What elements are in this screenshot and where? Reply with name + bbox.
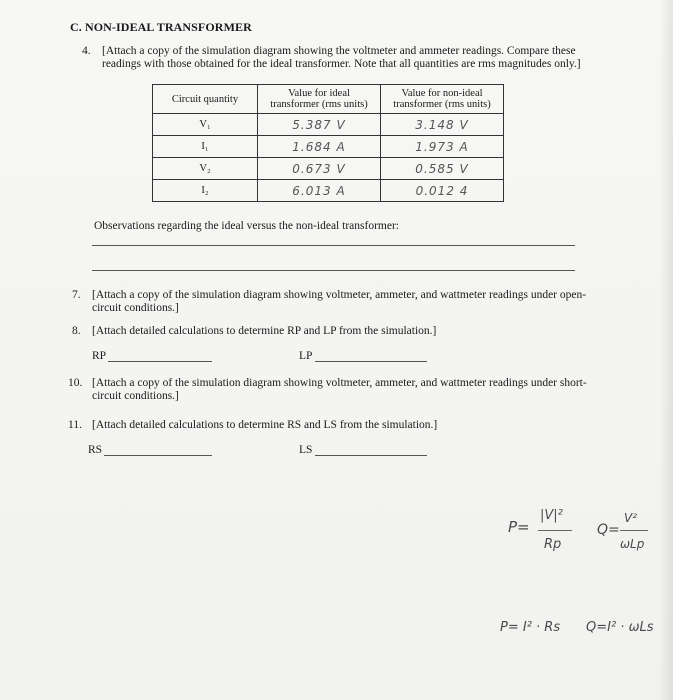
hw-q-numerator: V² xyxy=(624,511,638,525)
hw-p-fraction-bar xyxy=(538,530,572,531)
page-edge-shadow xyxy=(659,0,673,700)
table-row xyxy=(153,158,504,180)
header-ideal xyxy=(258,85,381,114)
hw-p-numerator: |V|² xyxy=(540,508,563,523)
q4-text-line2: readings with those obtained for the ideal transformer. Note that all quantities are rms magnitudes only.] xyxy=(102,58,581,70)
hw-q-denominator: ωLp xyxy=(620,537,645,551)
q7-text-line1: [Attach a copy of the simulation diagram showing voltmeter, ammeter, and wattmeter readings under open- xyxy=(92,289,587,301)
comparison-table xyxy=(152,84,504,202)
table-header-row xyxy=(153,85,504,114)
row-nonideal-value: 3.148 V xyxy=(381,114,504,136)
observations-line-1 xyxy=(92,245,575,246)
row-nonideal-value: 0.012 4 xyxy=(381,180,504,202)
row-quantity: I₁ xyxy=(153,136,258,158)
table-row xyxy=(153,114,504,136)
table-row xyxy=(153,180,504,202)
row-ideal-value: 0.673 V xyxy=(258,158,381,180)
lp-label: LP xyxy=(299,350,313,362)
header-nonideal-line1: Value for non-ideal xyxy=(401,88,483,99)
header-nonideal-line2: transformer (rms units) xyxy=(393,99,491,110)
row-ideal-value: 1.684 A xyxy=(258,136,381,158)
q10-number: 10. xyxy=(68,377,83,389)
row-nonideal-value: 0.585 V xyxy=(381,158,504,180)
hw-q-short-circuit: Q=I² · ωLs xyxy=(586,620,654,635)
q8-text: [Attach detailed calculations to determine RP and LP from the simulation.] xyxy=(92,325,437,337)
lp-answer-line xyxy=(315,361,427,362)
rs-answer-line xyxy=(104,455,212,456)
row-quantity: V₁ xyxy=(153,114,258,136)
hw-q-left: Q= xyxy=(597,522,620,538)
q11-number: 11. xyxy=(68,419,82,431)
header-ideal-line2: transformer (rms units) xyxy=(270,99,368,110)
q8-number: 8. xyxy=(72,325,81,337)
row-ideal-value: 5.387 V xyxy=(258,114,381,136)
row-ideal-value: 6.013 A xyxy=(258,180,381,202)
header-nonideal xyxy=(381,85,504,114)
q7-text-line2: circuit conditions.] xyxy=(92,302,179,314)
q11-text: [Attach detailed calculations to determine RS and LS from the simulation.] xyxy=(92,419,438,431)
observations-line-2 xyxy=(92,270,575,271)
row-quantity: I₂ xyxy=(153,180,258,202)
row-nonideal-value: 1.973 A xyxy=(381,136,504,158)
hw-p-short-circuit: P= I² · Rs xyxy=(500,620,561,635)
header-ideal-line1: Value for ideal xyxy=(288,88,350,99)
q7-number: 7. xyxy=(72,289,81,301)
hw-p-denominator: Rp xyxy=(544,537,562,552)
hw-p-left: P= xyxy=(508,518,530,536)
ls-label: LS xyxy=(299,444,313,456)
rp-label: RP xyxy=(92,350,107,362)
q4-number: 4. xyxy=(82,45,91,57)
table-row xyxy=(153,136,504,158)
q10-text-line2: circuit conditions.] xyxy=(92,390,179,402)
row-quantity: V₂ xyxy=(153,158,258,180)
header-circuit-quantity: Circuit quantity xyxy=(153,85,258,114)
rs-label: RS xyxy=(88,444,103,456)
rp-answer-line xyxy=(108,361,212,362)
observations-label: Observations regarding the ideal versus the non-ideal transformer: xyxy=(94,220,399,232)
q4-text-line1: [Attach a copy of the simulation diagram showing the voltmeter and ammeter readings. Compare these xyxy=(102,45,576,57)
ls-answer-line xyxy=(315,455,427,456)
hw-q-fraction-bar xyxy=(620,530,648,531)
section-title: C. NON-IDEAL TRANSFORMER xyxy=(70,20,252,34)
q10-text-line1: [Attach a copy of the simulation diagram showing voltmeter, ammeter, and wattmeter readings under short- xyxy=(92,377,587,389)
